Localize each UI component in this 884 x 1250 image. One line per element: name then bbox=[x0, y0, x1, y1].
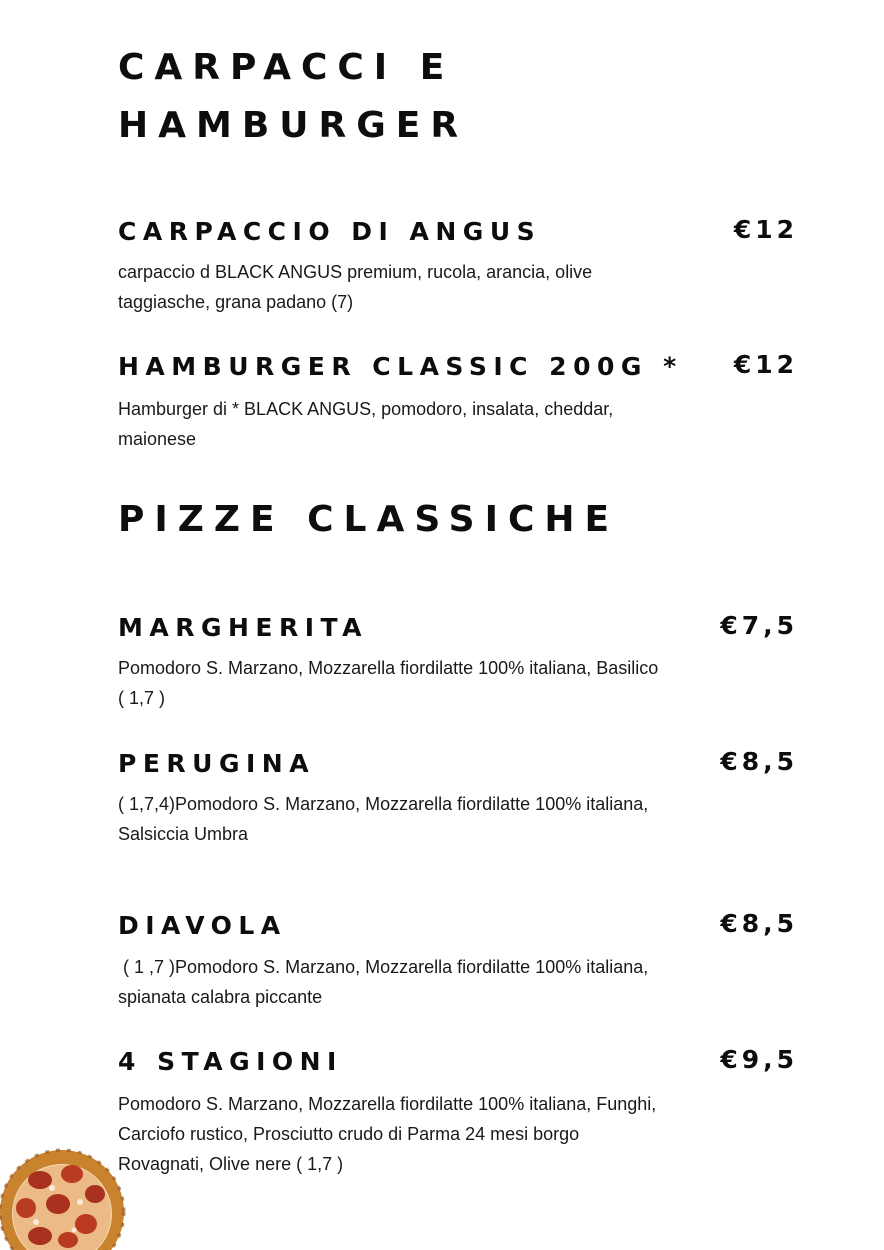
item-price: €12 bbox=[733, 215, 798, 244]
section-title-carpacci bbox=[118, 39, 468, 155]
item-description: Pomodoro S. Marzano, Mozzarella fiordilatte 100% italiana, Funghi, Carciofo rustico, Prosciutto crudo di Parma 24 mesi borgo Rovagnati, Olive nere ( 1,7 ) bbox=[118, 1094, 657, 1174]
item-name: PERUGINA bbox=[118, 749, 316, 778]
pizza-icon bbox=[0, 1138, 130, 1250]
section-title-line-2: HAMBURGER bbox=[118, 105, 469, 146]
section-title-line-1: PIZZE CLASSICHE bbox=[118, 499, 620, 540]
item-price: €8,5 bbox=[720, 747, 798, 776]
item-price: €12 bbox=[733, 350, 798, 379]
item-description: ( 1 ,7 )Pomodoro S. Marzano, Mozzarella fiordilatte 100% italiana, spianata calabra piccante bbox=[118, 957, 654, 1007]
item-price: €8,5 bbox=[720, 909, 798, 938]
item-name: DIAVOLA bbox=[118, 911, 287, 940]
item-name: CARPACCIO DI ANGUS bbox=[118, 217, 542, 246]
item-description: Hamburger di * BLACK ANGUS, pomodoro, insalata, cheddar, maionese bbox=[118, 399, 614, 449]
item-name: 4 STAGIONI bbox=[118, 1047, 343, 1076]
item-description: carpaccio d BLACK ANGUS premium, rucola, arancia, olive taggiasche, grana padano (7) bbox=[118, 262, 593, 312]
item-price: €9,5 bbox=[720, 1045, 798, 1074]
item-name: HAMBURGER CLASSIC 200G * bbox=[118, 352, 683, 381]
section-title-line-1: CARPACCI E bbox=[118, 47, 455, 88]
item-price: €7,5 bbox=[720, 611, 798, 640]
item-description: ( 1,7,4)Pomodoro S. Marzano, Mozzarella fiordilatte 100% italiana, Salsiccia Umbra bbox=[118, 794, 649, 844]
item-description: Pomodoro S. Marzano, Mozzarella fiordilatte 100% italiana, Basilico ( 1,7 ) bbox=[118, 658, 659, 708]
item-name: MARGHERITA bbox=[118, 613, 369, 642]
section-title-pizze-classiche bbox=[118, 491, 619, 549]
